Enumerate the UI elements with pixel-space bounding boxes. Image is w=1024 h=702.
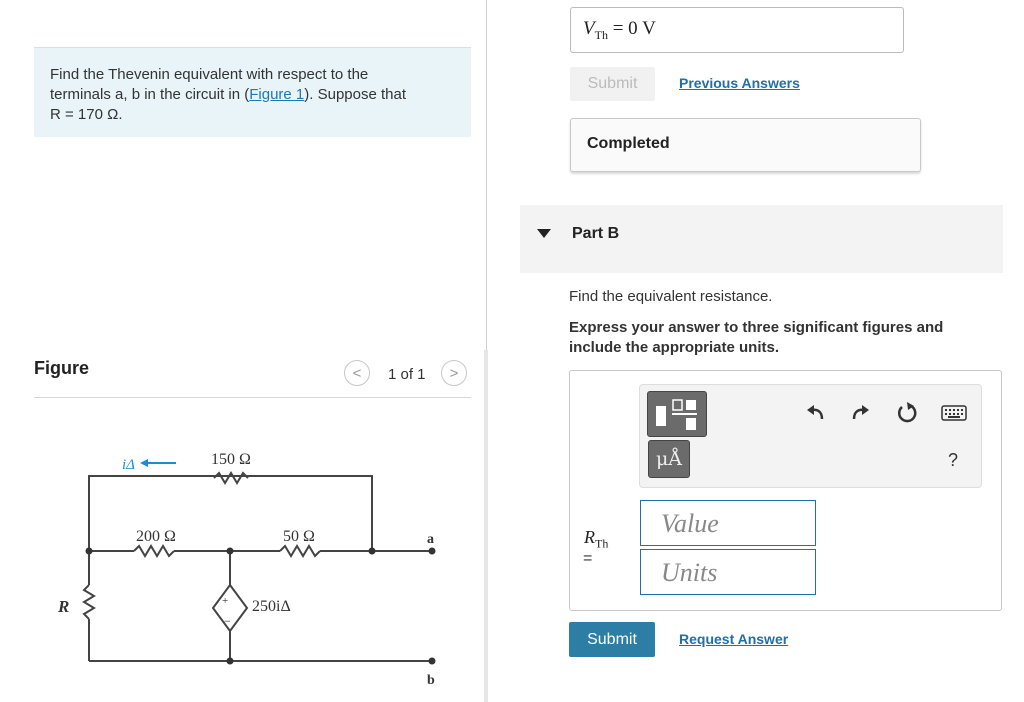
units-input[interactable]: Units xyxy=(640,549,816,595)
resistor-200 xyxy=(134,546,174,556)
reset-icon[interactable] xyxy=(895,401,919,425)
label-r: R xyxy=(58,597,70,616)
label-200: 200 Ω xyxy=(136,528,176,545)
label-50: 50 Ω xyxy=(283,528,315,545)
vth-subscript: Th xyxy=(594,27,608,42)
redo-icon[interactable] xyxy=(849,402,871,422)
label-source: 250iΔ xyxy=(252,598,291,615)
label-ia: iΔ xyxy=(122,457,135,473)
svg-text:−: − xyxy=(224,614,231,628)
resistor-r xyxy=(84,585,94,619)
templates-button[interactable] xyxy=(647,391,707,437)
keyboard-icon[interactable] xyxy=(941,405,967,421)
rth-subscript: Th xyxy=(595,536,609,551)
terminal-b-dot xyxy=(429,658,436,665)
rth-label xyxy=(584,527,608,552)
part-a-submit-button[interactable]: Submit xyxy=(570,67,655,101)
figure-heading: Figure xyxy=(34,358,90,378)
chevron-left-icon: < xyxy=(352,364,362,382)
problem-line-2-prefix: terminals a, b in the circuit in ( xyxy=(50,86,250,103)
figure-pager: 1 of 1 xyxy=(388,366,426,383)
rth-symbol: R xyxy=(584,527,595,547)
resistor-150 xyxy=(214,473,248,483)
completed-banner: Completed xyxy=(570,118,921,172)
resistor-50 xyxy=(280,546,320,556)
part-b-instruction: Express your answer to three significant figures and include the appropriate units. xyxy=(569,319,944,356)
chevron-right-icon: > xyxy=(449,364,459,382)
label-150: 150 Ω xyxy=(211,451,251,468)
top-wire xyxy=(89,476,372,551)
value-input[interactable]: Value xyxy=(640,500,816,546)
request-answer-link[interactable]: Request Answer xyxy=(679,631,789,647)
pane-resize-handle[interactable] xyxy=(484,350,488,702)
part-b-question: Find the equivalent resistance. xyxy=(569,288,773,305)
caret-down-icon[interactable] xyxy=(537,229,551,238)
part-b-submit-button[interactable]: Submit xyxy=(569,622,655,657)
figure-link[interactable]: Figure 1 xyxy=(249,86,305,103)
equals-sign: = xyxy=(583,550,593,567)
problem-line-1: Find the Thevenin equivalent with respect to the xyxy=(50,66,369,83)
vth-symbol: V xyxy=(583,18,595,39)
label-b: b xyxy=(427,673,435,688)
units-button[interactable]: μÅ xyxy=(648,440,690,478)
fraction-template-icon xyxy=(648,392,708,438)
svg-text:+: + xyxy=(222,595,229,607)
help-button[interactable]: ? xyxy=(948,450,959,470)
problem-line-2-suffix: ). Suppose that xyxy=(304,86,407,103)
part-b-title: Part B xyxy=(572,225,620,242)
circuit-diagram xyxy=(0,0,486,702)
problem-line-3: R = 170 Ω. xyxy=(50,106,123,123)
vth-answer-display xyxy=(570,7,904,53)
label-a: a xyxy=(427,532,434,547)
previous-answers-link[interactable]: Previous Answers xyxy=(679,75,800,91)
vth-value: = 0 V xyxy=(612,18,656,39)
terminal-a-dot xyxy=(429,548,436,555)
undo-icon[interactable] xyxy=(805,402,827,422)
